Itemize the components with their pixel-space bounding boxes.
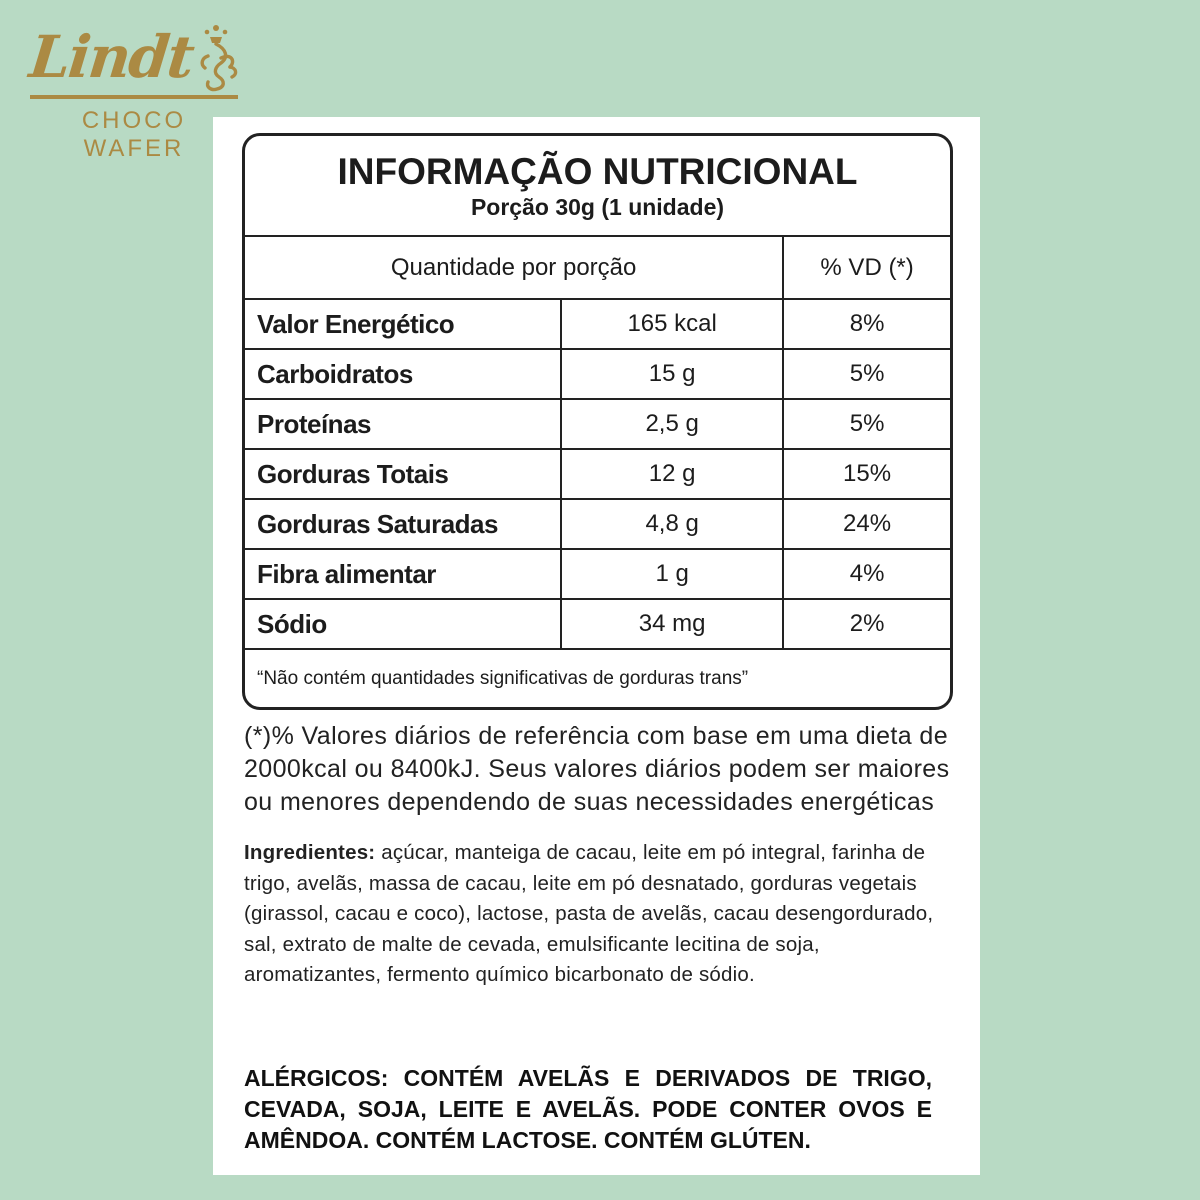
table-row-fiber — [245, 550, 950, 600]
lindt-dragon-crest-icon — [190, 22, 242, 99]
nutrient-quantity: 12 g — [560, 450, 782, 498]
table-header-row — [245, 237, 950, 300]
nutrient-daily-value: 4% — [782, 550, 950, 598]
nutrition-table-title-section — [245, 136, 950, 237]
nutrient-quantity: 34 mg — [560, 600, 782, 648]
nutrition-table-title: INFORMAÇÃO NUTRICIONAL — [337, 151, 858, 192]
nutrient-daily-value: 5% — [782, 400, 950, 448]
daily-value-column-header: % VD (*) — [782, 237, 950, 298]
product-line-label: CHOCO WAFER — [81, 107, 187, 162]
nutrient-quantity: 15 g — [560, 350, 782, 398]
nutrient-quantity: 4,8 g — [560, 500, 782, 548]
lindt-logo-text: Lindt — [26, 23, 196, 91]
nutrient-label: Proteínas — [257, 408, 371, 439]
serving-size-label: Porção 30g (1 unidade) — [470, 194, 725, 220]
table-row-protein — [245, 400, 950, 450]
nutrient-label: Carboidratos — [257, 358, 413, 389]
nutrient-label: Sódio — [257, 608, 327, 639]
allergens-paragraph — [244, 1063, 932, 1156]
nutrient-daily-value: 5% — [782, 350, 950, 398]
table-row-saturated-fat — [245, 500, 950, 550]
quantity-column-header: Quantidade por porção — [390, 253, 637, 281]
nutrient-label: Gorduras Saturadas — [257, 508, 498, 539]
allergens-label: ALÉRGICOS: — [244, 1065, 389, 1091]
nutrient-daily-value: 15% — [782, 450, 950, 498]
table-row-carbs — [245, 350, 950, 400]
brand-logo-block — [26, 22, 238, 163]
ingredients-label: Ingredientes: — [244, 841, 376, 864]
nutrient-label: Fibra alimentar — [257, 558, 436, 589]
table-row-sodium — [245, 600, 950, 650]
ingredients-paragraph — [244, 838, 956, 991]
nutrient-quantity: 165 kcal — [560, 300, 782, 348]
nutrient-daily-value: 2% — [782, 600, 950, 648]
table-row-total-fat — [245, 450, 950, 500]
trans-fat-note: “Não contém quantidades significativas de gorduras trans” — [257, 667, 749, 689]
nutrient-label: Valor Energético — [257, 308, 455, 339]
daily-values-reference-note: (*)% Valores diários de referência com base em uma dieta de 2000kcal ou 8400kJ. Seus valores diários podem ser maiores ou menores dependendo de suas necessidades energéticas — [244, 722, 950, 816]
table-row-energy — [245, 300, 950, 350]
nutrient-quantity: 2,5 g — [560, 400, 782, 448]
nutrient-daily-value: 8% — [782, 300, 950, 348]
allergens-text: CONTÉM AVELÃS E DERIVADOS DE TRIGO, CEVADA, SOJA, LEITE E AVELÃS. PODE CONTER OVOS E AMÊNDOA. CONTÉM LACTOSE. CONTÉM GLÚTEN. — [244, 1065, 932, 1153]
nutrient-quantity: 1 g — [560, 550, 782, 598]
nutrition-table — [242, 133, 953, 710]
nutrient-daily-value: 24% — [782, 500, 950, 548]
nutrient-label: Gorduras Totais — [257, 458, 449, 489]
ingredients-text: açúcar, manteiga de cacau, leite em pó integral, farinha de trigo, avelãs, massa de cacau, leite em pó desnatado, gorduras vegetais (girassol, cacau e coco), lactose, pasta de avelãs, cacau desengordurado, sal, extrato de malte de cevada, emulsificante lecitina de soja, aromatizantes, fermento químico bicarbonato de sódio. — [244, 841, 934, 986]
